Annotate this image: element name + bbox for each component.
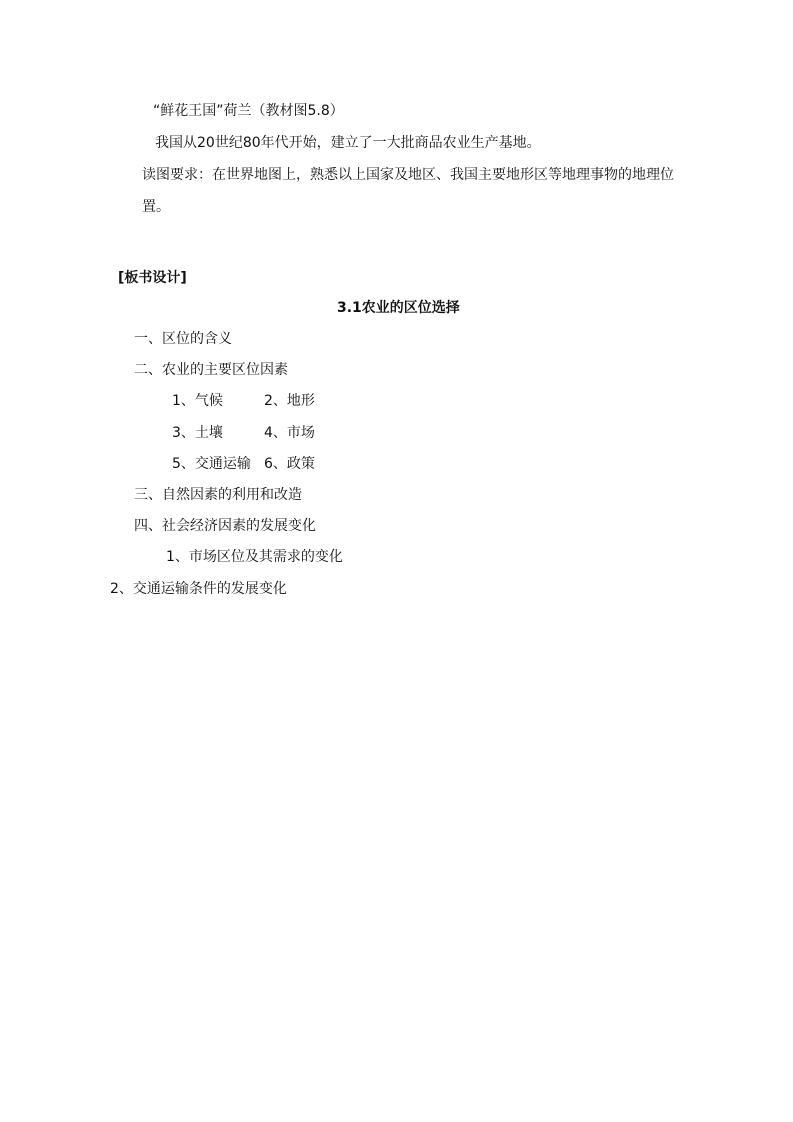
factor-transport: 5、交通运输 <box>172 456 251 472</box>
factor-terrain: 2、地形 <box>264 393 315 409</box>
intro-line-2: 我国从20世纪80年代开始，建立了一大批商品农业生产基地。 <box>155 135 541 151</box>
intro-line-1: “鲜花王国”荷兰（教材图5.8） <box>153 103 344 119</box>
board-design-title: 3.1农业的区位选择 <box>337 300 460 316</box>
factor-soil: 3、土壤 <box>172 425 223 441</box>
subsection-2: 2、交通运输条件的发展变化 <box>110 581 287 597</box>
section-3: 三、自然因素的利用和改造 <box>134 487 302 503</box>
factor-climate: 1、气候 <box>172 393 223 409</box>
intro-line-3: 读图要求：在世界地图上，熟悉以上国家及地区、我国主要地形区等地理事物的地理位 <box>142 167 674 183</box>
section-4: 四、社会经济因素的发展变化 <box>134 518 316 534</box>
section-1: 一、区位的含义 <box>134 331 232 347</box>
intro-line-4: 置。 <box>142 199 170 215</box>
section-2: 二、农业的主要区位因素 <box>134 362 288 378</box>
board-design-heading: [板书设计] <box>118 270 187 286</box>
factor-policy: 6、政策 <box>264 456 315 472</box>
factor-market: 4、市场 <box>264 425 315 441</box>
subsection-1: 1、市场区位及其需求的变化 <box>166 549 343 565</box>
